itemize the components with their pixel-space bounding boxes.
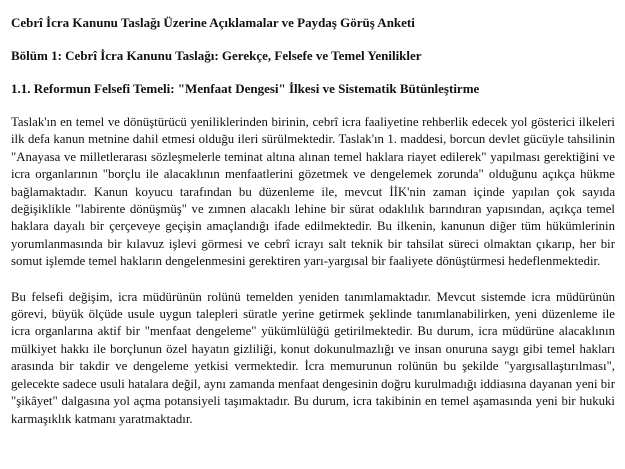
document-title: Cebrî İcra Kanunu Taslağı Üzerine Açıklamalar ve Paydaş Görüş Anketi (11, 15, 415, 30)
section-heading: Bölüm 1: Cebrî İcra Kanunu Taslağı: Gerekçe, Felsefe ve Temel Yenilikler (11, 48, 422, 63)
paragraph: Bu felsefi değişim, icra müdürünün rolünü temelden yeniden tanımlamaktadır. Mevcut sistemde icra müdürünün görevi, büyük ölçüde usule uygun talepleri süratle yerine getirmek şeklinde tanımlanabilirken, yeni düzenleme ile icra organlarına aktif bir "menfaat dengeleme" yükümlülüğü getirilmektedir. Bu durum, icra müdürüne alacaklının mülkiyet hakkı ile borçlunun özel hayatın gizliliği, konut dokunulmazlığı ve insan onuruna saygı gibi temel hakları arasında bir takdir ve dengeleme yetkisi vermektedir. İcra memurunun rolünün bu şekilde "yargısallaştırılması", gelecekte sadece usuli hatalara değil, aynı zamanda menfaat dengesinin doğru kurulmadığı iddiasına dayanan yeni bir "şikâyet" dalgasına yol açma potansiyeli taşımaktadır. Bu durum, icra takibinin en temel aşamasında yeni bir hukuki karmaşıklık katmanı yaratmaktadır. (11, 289, 615, 426)
document-page (11, 11, 615, 428)
subsection-heading: 1.1. Reformun Felsefi Temeli: "Menfaat Dengesi" İlkesi ve Sistematik Bütünleştirme (11, 81, 480, 96)
paragraph: Taslak'ın en temel ve dönüştürücü yeniliklerinden birinin, cebrî icra faaliyetine rehberlik edecek yol gösterici ilkeleri ilk defa kanun metnine dahil etmesi olduğu ileri sürülmektedir. Taslak'ın 1. maddesi, borcun devlet gücüyle tahsilinin "Anayasa ve milletlerarası sözleşmelerle teminat altına alınan temel haklara riayet edilerek" yapılması gerektiğini ve icra organlarının "borçlu ile alacaklının menfaatlerini gözetmek ve dengelemek zorunda" olduğunu açıkça hükme bağlamaktadır. Kanun koyucu tarafından bu düzenleme ile, mevcut İİK'nin zaman içinde yapılan çok sayıda değişiklikle "labirente dönüşmüş" ve zımnen alacaklı lehine bir sürat odaklılık barındıran yapısından, açıkça temel haklara dayalı bir çerçeveye geçişin amaçlandığı ifade edilmektedir. Bu ilkenin, kanunun diğer tüm hükümlerinin yorumlanmasında bir kılavuz işlevi görmesi ve cebrî icrayı salt teknik bir tahsilat süreci olmaktan çıkarıp, her bir somut işlemde temel hakların dengelenmesini gerektiren yarı-yargısal bir faaliyete dönüştürmesi hedeflenmektedir. (11, 115, 615, 269)
